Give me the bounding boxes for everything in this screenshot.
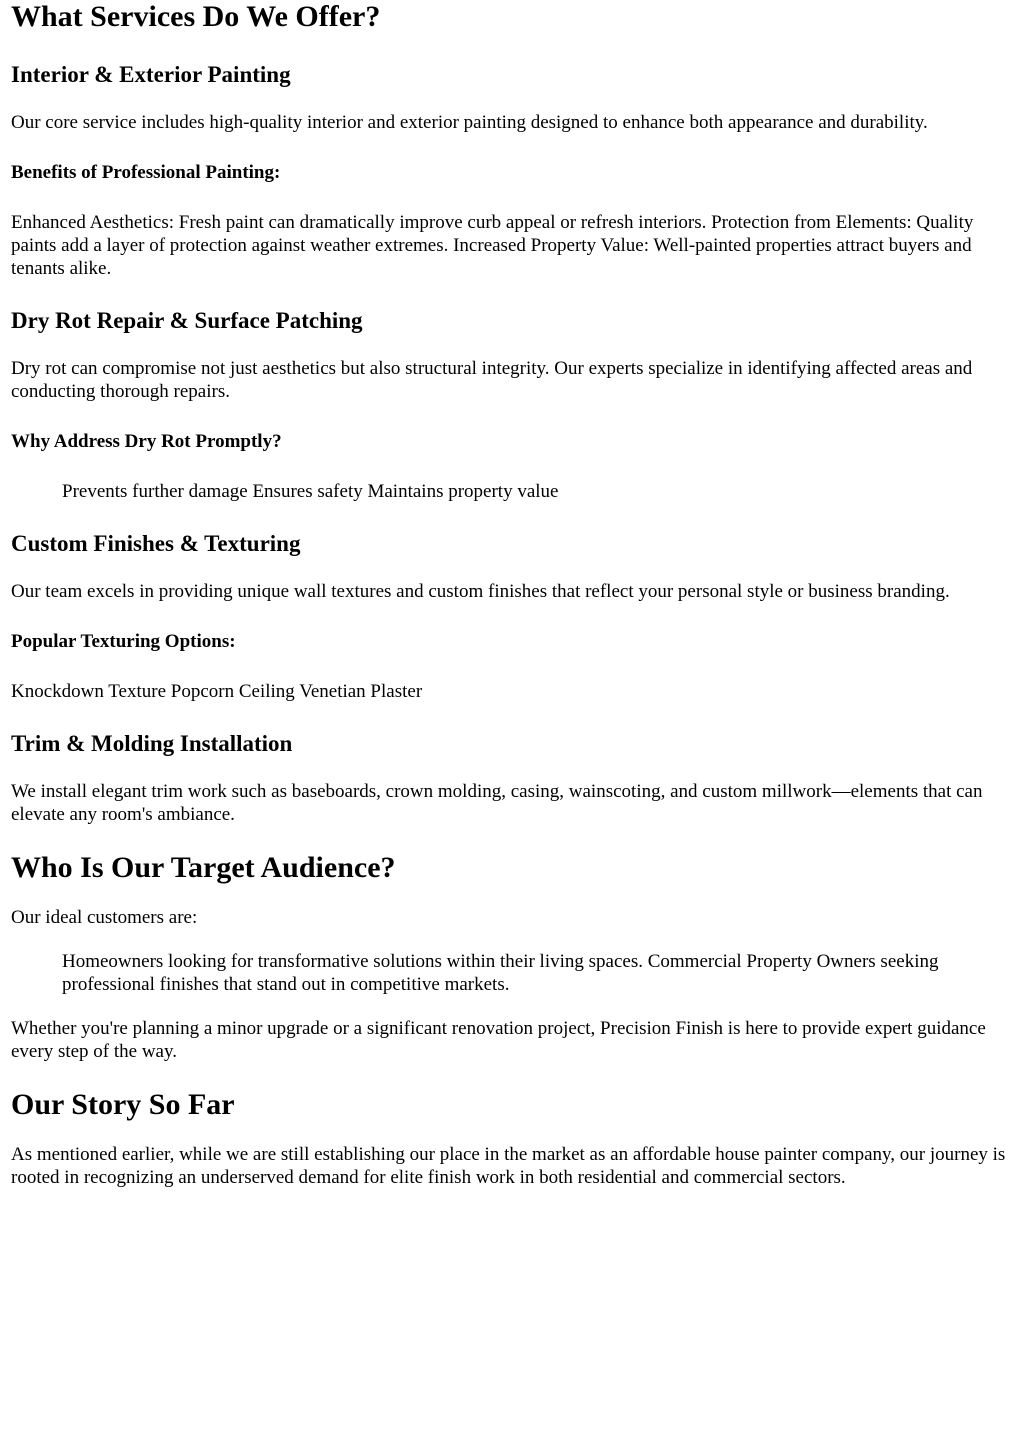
dry-rot-heading: Dry Rot Repair & Surface Patching	[11, 308, 363, 333]
dry-rot-why-list: Prevents further damage Ensures safety Maintains property value	[62, 481, 559, 502]
trim-intro: We install elegant trim work such as baseboards, crown molding, casing, wainscoting, and custom millwork—elements that can elevate any room's ambiance.	[11, 781, 983, 825]
story-text: As mentioned earlier, while we are still establishing our place in the market as an affordable house painter company, our journey is rooted in recognizing an underserved demand for elite finish work in both residential and commercial sectors.	[11, 1144, 1006, 1188]
story-heading: Our Story So Far	[11, 1088, 235, 1121]
painting-benefits-heading: Benefits of Professional Painting:	[11, 162, 281, 183]
services-heading: What Services Do We Offer?	[11, 0, 381, 33]
audience-heading: Who Is Our Target Audience?	[11, 851, 396, 884]
audience-intro: Our ideal customers are:	[11, 907, 198, 928]
finishes-options-heading: Popular Texturing Options:	[11, 631, 236, 652]
finishes-intro: Our team excels in providing unique wall textures and custom finishes that reflect your personal style or business branding.	[11, 581, 950, 602]
trim-heading: Trim & Molding Installation	[11, 731, 293, 756]
finishes-options-text: Knockdown Texture Popcorn Ceiling Venetian Plaster	[11, 681, 423, 702]
painting-benefits-text: Enhanced Aesthetics: Fresh paint can dramatically improve curb appeal or refresh interiors. Protection from Elements: Quality paints add a layer of protection against weather extremes. Increased Property Value: Well-painted properties attract buyers and tenants alike.	[11, 212, 974, 279]
audience-customers-list: Homeowners looking for transformative solutions within their living spaces. Commercial Property Owners seeking professional finishes that stand out in competitive markets.	[62, 951, 939, 995]
finishes-heading: Custom Finishes & Texturing	[11, 531, 301, 556]
painting-intro: Our core service includes high-quality interior and exterior painting designed to enhance both appearance and durability.	[11, 112, 928, 133]
dry-rot-intro: Dry rot can compromise not just aesthetics but also structural integrity. Our experts specialize in identifying affected areas and conducting thorough repairs.	[11, 358, 973, 402]
painting-heading: Interior & Exterior Painting	[11, 62, 291, 87]
dry-rot-why-heading: Why Address Dry Rot Promptly?	[11, 431, 282, 452]
audience-closing: Whether you're planning a minor upgrade or a significant renovation project, Precision Finish is here to provide expert guidance every step of the way.	[11, 1018, 986, 1062]
